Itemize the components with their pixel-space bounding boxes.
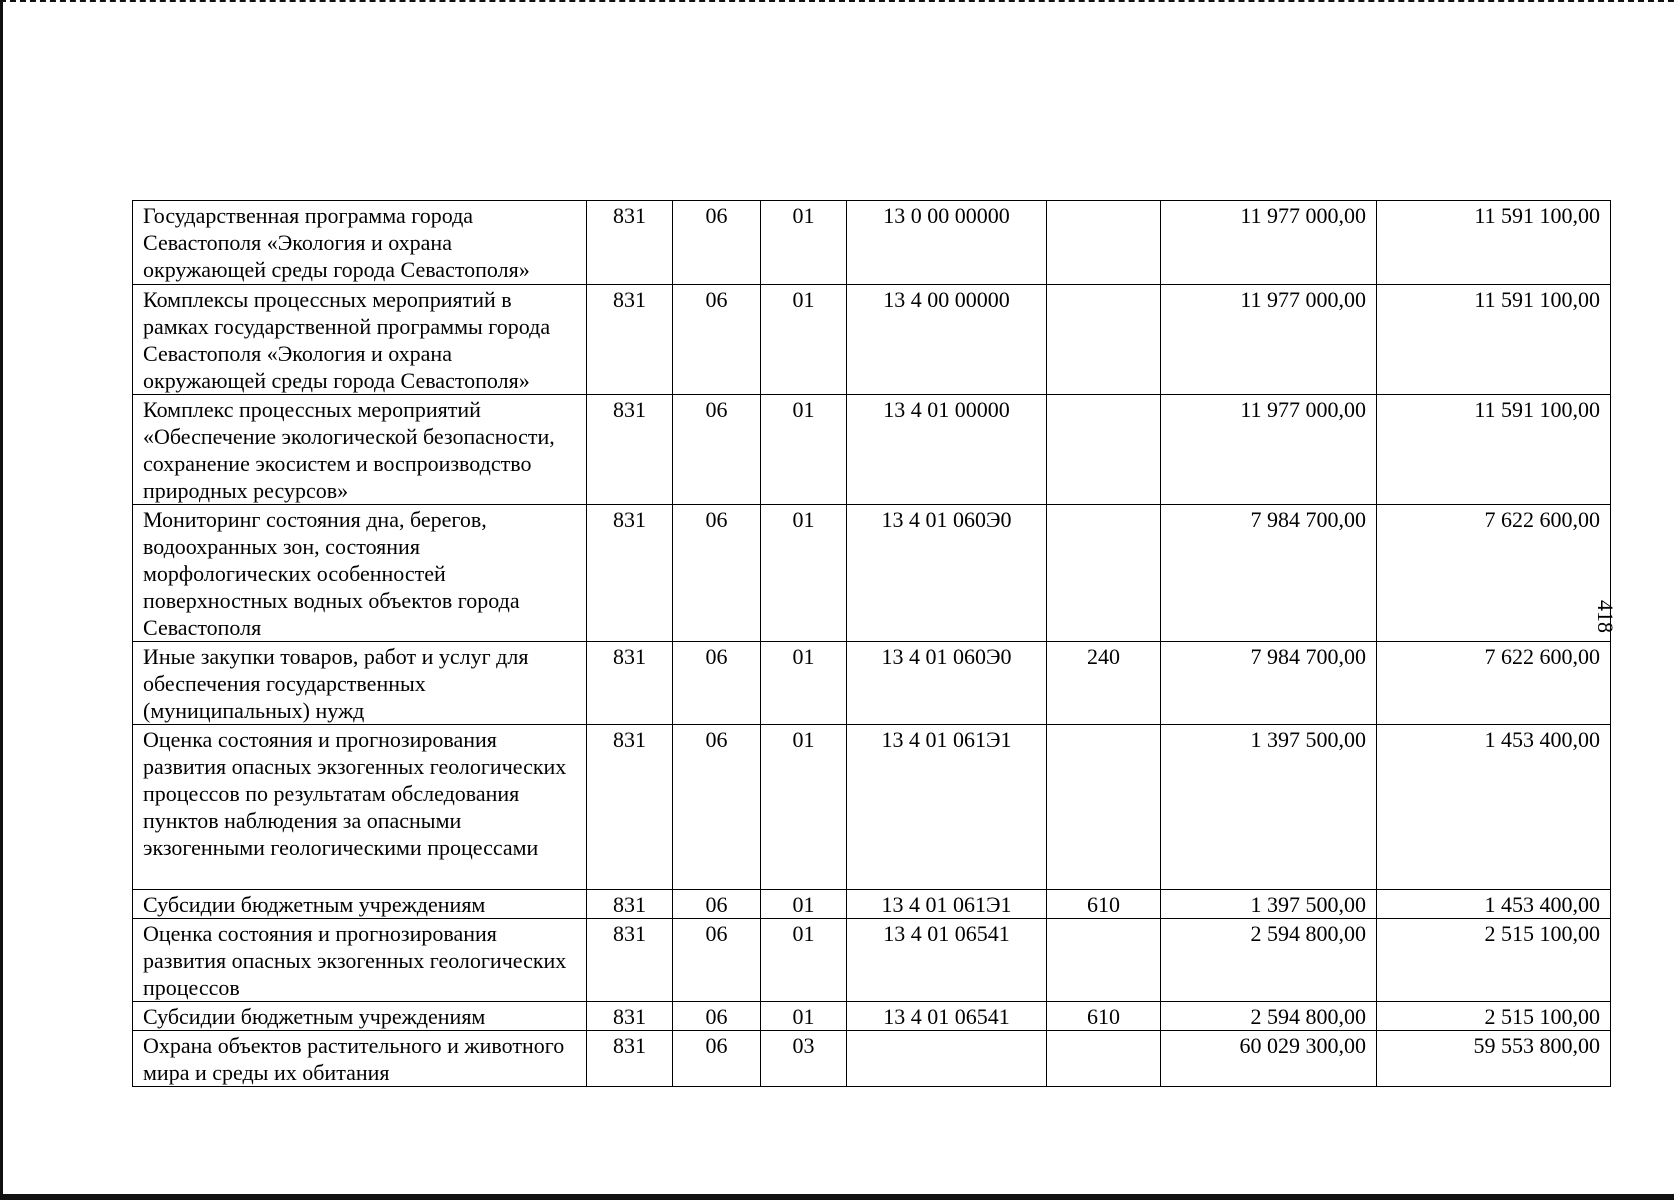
cell-amount-2: 2 515 100,00 xyxy=(1377,919,1611,1002)
cell-amount-1: 2 594 800,00 xyxy=(1161,919,1377,1002)
cell-name: Государственная программа города Севастополя «Экология и охрана окружающей среды города Севастополя» xyxy=(133,201,587,285)
cell-section: 06 xyxy=(673,725,761,890)
cell-expense-type xyxy=(1047,285,1161,395)
cell-amount-1: 11 977 000,00 xyxy=(1161,395,1377,505)
cell-subsection: 01 xyxy=(761,919,847,1002)
cell-ministry: 831 xyxy=(587,890,673,919)
table-row xyxy=(133,201,1611,285)
cell-subsection: 01 xyxy=(761,505,847,642)
scan-border-left xyxy=(0,0,3,1200)
cell-expense-type xyxy=(1047,505,1161,642)
cell-expense-type xyxy=(1047,395,1161,505)
cell-subsection: 01 xyxy=(761,395,847,505)
table-row xyxy=(133,395,1611,505)
cell-section: 06 xyxy=(673,505,761,642)
cell-ministry: 831 xyxy=(587,201,673,285)
cell-name: Оценка состояния и прогнозирования развития опасных экзогенных геологических процессов по результатам обследования пунктов наблюдения за опасными экзогенными геологическими процессами xyxy=(133,725,587,890)
cell-amount-1: 11 977 000,00 xyxy=(1161,201,1377,285)
cell-section: 06 xyxy=(673,642,761,725)
cell-target-article: 13 4 01 060Э0 xyxy=(847,642,1047,725)
cell-subsection: 01 xyxy=(761,890,847,919)
cell-name: Оценка состояния и прогнозирования развития опасных экзогенных геологических процессов xyxy=(133,919,587,1002)
cell-amount-2: 1 453 400,00 xyxy=(1377,890,1611,919)
cell-name: Охрана объектов растительного и животного мира и среды их обитания xyxy=(133,1031,587,1087)
cell-expense-type: 610 xyxy=(1047,1002,1161,1031)
cell-ministry: 831 xyxy=(587,919,673,1002)
cell-section: 06 xyxy=(673,1031,761,1087)
cell-amount-2: 11 591 100,00 xyxy=(1377,201,1611,285)
cell-target-article xyxy=(847,1031,1047,1087)
table-row xyxy=(133,919,1611,1002)
cell-ministry: 831 xyxy=(587,642,673,725)
scan-border-top xyxy=(0,0,1674,4)
cell-name: Комплексы процессных мероприятий в рамках государственной программы города Севастополя «Экология и охрана окружающей среды города Севастополя» xyxy=(133,285,587,395)
cell-expense-type xyxy=(1047,1031,1161,1087)
cell-ministry: 831 xyxy=(587,285,673,395)
table-row xyxy=(133,890,1611,919)
cell-amount-2: 7 622 600,00 xyxy=(1377,505,1611,642)
budget-table xyxy=(132,200,1611,1087)
cell-target-article: 13 4 01 00000 xyxy=(847,395,1047,505)
cell-amount-2: 1 453 400,00 xyxy=(1377,725,1611,890)
cell-expense-type: 240 xyxy=(1047,642,1161,725)
cell-section: 06 xyxy=(673,285,761,395)
cell-ministry: 831 xyxy=(587,1002,673,1031)
cell-amount-1: 60 029 300,00 xyxy=(1161,1031,1377,1087)
cell-target-article: 13 0 00 00000 xyxy=(847,201,1047,285)
cell-ministry: 831 xyxy=(587,395,673,505)
cell-section: 06 xyxy=(673,395,761,505)
cell-section: 06 xyxy=(673,1002,761,1031)
cell-subsection: 01 xyxy=(761,725,847,890)
table-row xyxy=(133,642,1611,725)
table-row xyxy=(133,1002,1611,1031)
cell-target-article: 13 4 01 06541 xyxy=(847,1002,1047,1031)
cell-expense-type xyxy=(1047,919,1161,1002)
cell-amount-2: 2 515 100,00 xyxy=(1377,1002,1611,1031)
cell-name: Субсидии бюджетным учреждениям xyxy=(133,890,587,919)
cell-section: 06 xyxy=(673,890,761,919)
cell-amount-2: 11 591 100,00 xyxy=(1377,285,1611,395)
cell-subsection: 01 xyxy=(761,201,847,285)
page-number: 418 xyxy=(1593,600,1618,633)
scan-border-bottom xyxy=(0,1194,1674,1200)
cell-name: Иные закупки товаров, работ и услуг для обеспечения государственных (муниципальных) нужд xyxy=(133,642,587,725)
cell-amount-2: 7 622 600,00 xyxy=(1377,642,1611,725)
cell-amount-1: 7 984 700,00 xyxy=(1161,642,1377,725)
cell-amount-1: 7 984 700,00 xyxy=(1161,505,1377,642)
cell-target-article: 13 4 00 00000 xyxy=(847,285,1047,395)
cell-target-article: 13 4 01 06541 xyxy=(847,919,1047,1002)
table-row xyxy=(133,1031,1611,1087)
cell-target-article: 13 4 01 061Э1 xyxy=(847,725,1047,890)
cell-target-article: 13 4 01 060Э0 xyxy=(847,505,1047,642)
cell-amount-2: 11 591 100,00 xyxy=(1377,395,1611,505)
cell-expense-type xyxy=(1047,725,1161,890)
cell-subsection: 01 xyxy=(761,1002,847,1031)
cell-amount-1: 1 397 500,00 xyxy=(1161,725,1377,890)
cell-ministry: 831 xyxy=(587,505,673,642)
cell-target-article: 13 4 01 061Э1 xyxy=(847,890,1047,919)
cell-name: Мониторинг состояния дна, берегов, водоохранных зон, состояния морфологических особенностей поверхностных водных объектов города Севастополя xyxy=(133,505,587,642)
table-row xyxy=(133,285,1611,395)
cell-amount-2: 59 553 800,00 xyxy=(1377,1031,1611,1087)
cell-amount-1: 2 594 800,00 xyxy=(1161,1002,1377,1031)
cell-amount-1: 11 977 000,00 xyxy=(1161,285,1377,395)
cell-section: 06 xyxy=(673,201,761,285)
cell-name: Субсидии бюджетным учреждениям xyxy=(133,1002,587,1031)
cell-ministry: 831 xyxy=(587,725,673,890)
table-row xyxy=(133,505,1611,642)
table-row xyxy=(133,725,1611,890)
cell-subsection: 01 xyxy=(761,285,847,395)
cell-ministry: 831 xyxy=(587,1031,673,1087)
cell-amount-1: 1 397 500,00 xyxy=(1161,890,1377,919)
cell-subsection: 01 xyxy=(761,642,847,725)
cell-expense-type: 610 xyxy=(1047,890,1161,919)
cell-name: Комплекс процессных мероприятий «Обеспечение экологической безопасности, сохранение экосистем и воспроизводство природных ресурсов» xyxy=(133,395,587,505)
cell-section: 06 xyxy=(673,919,761,1002)
cell-expense-type xyxy=(1047,201,1161,285)
cell-subsection: 03 xyxy=(761,1031,847,1087)
